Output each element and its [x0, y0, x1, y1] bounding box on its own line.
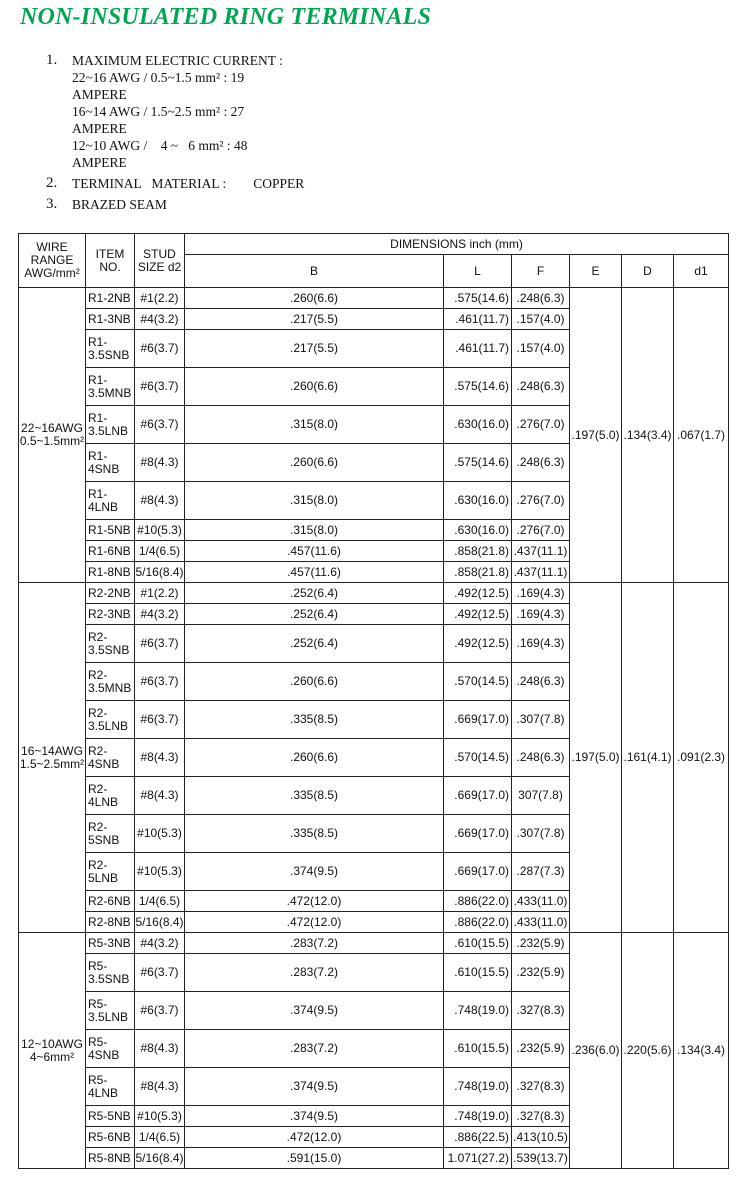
l-value-cell: .575(14.6): [444, 368, 512, 406]
l-value-cell: .461(11.7): [444, 309, 512, 330]
item-no-cell: R1-3.5SNB: [86, 330, 135, 368]
f-value-cell: .157(4.0): [512, 309, 570, 330]
f-value-cell: .327(8.3): [512, 1106, 570, 1127]
wire-range-line: 22~16AWG: [21, 421, 83, 435]
b-value-cell: .315(8.0): [185, 406, 444, 444]
wire-range-line: 4~6mm²: [29, 1049, 75, 1064]
item-no-cell: R2-2NB: [86, 583, 135, 604]
stud-size-cell: #6(3.7): [135, 368, 185, 406]
l-value-cell: .575(14.6): [444, 288, 512, 309]
spec-line: MAXIMUM ELECTRIC CURRENT :: [72, 53, 283, 68]
f-value-cell: .437(11.1): [512, 562, 570, 583]
stud-size-cell: #8(4.3): [135, 1030, 185, 1068]
f-value-cell: .248(6.3): [512, 739, 570, 777]
table-row: [19, 933, 729, 954]
item-no-cell: R5-4SNB: [86, 1030, 135, 1068]
wire-range-line: 0.5~1.5mm²: [19, 434, 85, 448]
spec-line: TERMINAL MATERIAL : COPPER: [72, 176, 305, 191]
spec-line: AMPERE: [72, 155, 127, 170]
f-value-cell: .169(4.3): [512, 583, 570, 604]
f-value-cell: .327(8.3): [512, 1068, 570, 1106]
header-dimensions: DIMENSIONS inch (mm): [185, 234, 729, 255]
item-no-cell: R1-3NB: [86, 309, 135, 330]
f-value-cell: .248(6.3): [512, 288, 570, 309]
l-value-cell: .748(19.0): [444, 1068, 512, 1106]
item-no-cell: R2-3NB: [86, 604, 135, 625]
specs-list: [44, 52, 304, 213]
b-value-cell: .260(6.6): [185, 663, 444, 701]
b-value-cell: .374(9.5): [185, 1068, 444, 1106]
f-value-cell: .169(4.3): [512, 604, 570, 625]
item-no-cell: R5-6NB: [86, 1127, 135, 1148]
d1-value-cell: .134(3.4): [674, 933, 729, 1169]
f-value-cell: .248(6.3): [512, 663, 570, 701]
item-no-cell: R5-3.5SNB: [86, 954, 135, 992]
item-no-cell: R1-4LNB: [86, 482, 135, 520]
l-value-cell: .630(16.0): [444, 482, 512, 520]
spec-number: 2.: [46, 175, 58, 191]
spec-item: [44, 52, 304, 171]
l-value-cell: .630(16.0): [444, 406, 512, 444]
wire-range-line: 1.5~2.5mm²: [19, 756, 85, 771]
header-d1: d1: [674, 255, 729, 288]
table-body: [19, 288, 729, 1169]
table-row: [19, 288, 729, 309]
b-value-cell: .217(5.5): [185, 330, 444, 368]
b-value-cell: .591(15.0): [185, 1148, 444, 1169]
header-b: B: [185, 255, 444, 288]
item-no-cell: R5-8NB: [86, 1148, 135, 1169]
d-value-cell: .220(5.6): [622, 933, 674, 1169]
l-value-cell: .669(17.0): [444, 815, 512, 853]
e-value-cell: .236(6.0): [570, 933, 622, 1169]
stud-size-cell: #6(3.7): [135, 701, 185, 739]
stud-size-cell: #1(2.2): [135, 583, 185, 604]
l-value-cell: .610(15.5): [444, 1030, 512, 1068]
l-value-cell: 1.071(27.2): [444, 1148, 512, 1169]
stud-size-cell: 1/4(6.5): [135, 891, 185, 912]
stud-size-cell: #4(3.2): [135, 604, 185, 625]
f-value-cell: 307(7.8): [512, 777, 570, 815]
item-no-cell: R2-3.5SNB: [86, 625, 135, 663]
spec-number: 1.: [46, 52, 58, 68]
header-wire-range: WIRE RANGE AWG/mm²: [19, 234, 86, 288]
l-value-cell: .610(15.5): [444, 954, 512, 992]
b-value-cell: .472(12.0): [185, 891, 444, 912]
e-value-cell: .197(5.0): [570, 583, 622, 933]
l-value-cell: .886(22.0): [444, 891, 512, 912]
l-value-cell: .461(11.7): [444, 330, 512, 368]
b-value-cell: .260(6.6): [185, 288, 444, 309]
f-value-cell: .327(8.3): [512, 992, 570, 1030]
f-value-cell: .232(5.9): [512, 954, 570, 992]
item-no-cell: R2-3.5LNB: [86, 701, 135, 739]
l-value-cell: .492(12.5): [444, 604, 512, 625]
stud-size-cell: 1/4(6.5): [135, 541, 185, 562]
stud-size-cell: 5/16(8.4): [135, 1148, 185, 1169]
f-value-cell: .539(13.7): [512, 1148, 570, 1169]
wire-range-line: 16~14AWG: [21, 743, 83, 758]
d1-value-cell: .067(1.7): [674, 288, 729, 583]
stud-size-cell: #8(4.3): [135, 444, 185, 482]
b-value-cell: .315(8.0): [185, 482, 444, 520]
spec-line: 12~10 AWG / 4 ~ 6 mm² : 48: [72, 138, 248, 153]
f-value-cell: .307(7.8): [512, 701, 570, 739]
header-item-no: ITEM NO.: [86, 234, 135, 288]
e-value-cell: .197(5.0): [570, 288, 622, 583]
spec-item: [44, 175, 304, 192]
f-value-cell: .276(7.0): [512, 482, 570, 520]
b-value-cell: .472(12.0): [185, 912, 444, 933]
stud-size-cell: #4(3.2): [135, 933, 185, 954]
item-no-cell: R2-6NB: [86, 891, 135, 912]
l-value-cell: .575(14.6): [444, 444, 512, 482]
header-d: D: [622, 255, 674, 288]
b-value-cell: .374(9.5): [185, 992, 444, 1030]
stud-size-cell: 5/16(8.4): [135, 562, 185, 583]
b-value-cell: .374(9.5): [185, 853, 444, 891]
item-no-cell: R1-8NB: [86, 562, 135, 583]
stud-size-cell: #10(5.3): [135, 520, 185, 541]
b-value-cell: .252(6.4): [185, 625, 444, 663]
stud-size-cell: 1/4(6.5): [135, 1127, 185, 1148]
l-value-cell: .570(14.5): [444, 663, 512, 701]
spec-number: 3.: [46, 196, 58, 212]
stud-size-cell: #10(5.3): [135, 815, 185, 853]
table-row: [19, 583, 729, 604]
item-no-cell: R1-5NB: [86, 520, 135, 541]
b-value-cell: .335(8.5): [185, 701, 444, 739]
stud-size-cell: 5/16(8.4): [135, 912, 185, 933]
wire-range-line: 12~10AWG: [21, 1036, 83, 1051]
b-value-cell: .252(6.4): [185, 583, 444, 604]
l-value-cell: .669(17.0): [444, 701, 512, 739]
item-no-cell: R5-3.5LNB: [86, 992, 135, 1030]
l-value-cell: .748(19.0): [444, 1106, 512, 1127]
l-value-cell: .858(21.8): [444, 541, 512, 562]
d-value-cell: .134(3.4): [622, 288, 674, 583]
d-value-cell: .161(4.1): [622, 583, 674, 933]
f-value-cell: .169(4.3): [512, 625, 570, 663]
item-no-cell: R5-3NB: [86, 933, 135, 954]
l-value-cell: .886(22.5): [444, 1127, 512, 1148]
spec-line: 16~14 AWG / 1.5~2.5 mm² : 27: [72, 104, 245, 119]
l-value-cell: .858(21.8): [444, 562, 512, 583]
d1-value-cell: .091(2.3): [674, 583, 729, 933]
f-value-cell: .437(11.1): [512, 541, 570, 562]
b-value-cell: .283(7.2): [185, 954, 444, 992]
b-value-cell: .457(11.6): [185, 541, 444, 562]
f-value-cell: .232(5.9): [512, 1030, 570, 1068]
b-value-cell: .457(11.6): [185, 562, 444, 583]
stud-size-cell: #6(3.7): [135, 330, 185, 368]
item-no-cell: R2-3.5MNB: [86, 663, 135, 701]
wire-range-cell: [19, 288, 86, 583]
f-value-cell: .248(6.3): [512, 444, 570, 482]
spec-line: 22~16 AWG / 0.5~1.5 mm² : 19: [72, 70, 245, 85]
item-no-cell: R1-3.5LNB: [86, 406, 135, 444]
f-value-cell: .248(6.3): [512, 368, 570, 406]
l-value-cell: .669(17.0): [444, 853, 512, 891]
l-value-cell: .748(19.0): [444, 992, 512, 1030]
f-value-cell: .433(11.0): [512, 912, 570, 933]
stud-size-cell: #8(4.3): [135, 777, 185, 815]
wire-range-cell: [19, 933, 86, 1169]
l-value-cell: .669(17.0): [444, 777, 512, 815]
item-no-cell: R2-4LNB: [86, 777, 135, 815]
b-value-cell: .260(6.6): [185, 444, 444, 482]
spec-line: AMPERE: [72, 121, 127, 136]
header-stud-size: STUD SIZE d2: [135, 234, 185, 288]
l-value-cell: .886(22.0): [444, 912, 512, 933]
b-value-cell: .472(12.0): [185, 1127, 444, 1148]
b-value-cell: .335(8.5): [185, 815, 444, 853]
b-value-cell: .315(8.0): [185, 520, 444, 541]
item-no-cell: R5-4LNB: [86, 1068, 135, 1106]
header-f: F: [512, 255, 570, 288]
stud-size-cell: #10(5.3): [135, 853, 185, 891]
f-value-cell: .413(10.5): [512, 1127, 570, 1148]
l-value-cell: .630(16.0): [444, 520, 512, 541]
f-value-cell: .157(4.0): [512, 330, 570, 368]
item-no-cell: R1-6NB: [86, 541, 135, 562]
l-value-cell: .610(15.5): [444, 933, 512, 954]
item-no-cell: R1-2NB: [86, 288, 135, 309]
stud-size-cell: #6(3.7): [135, 663, 185, 701]
item-no-cell: R2-8NB: [86, 912, 135, 933]
item-no-cell: R1-4SNB: [86, 444, 135, 482]
item-no-cell: R1-3.5MNB: [86, 368, 135, 406]
item-no-cell: R5-5NB: [86, 1106, 135, 1127]
wire-range-cell: [19, 583, 86, 933]
stud-size-cell: #4(3.2): [135, 309, 185, 330]
b-value-cell: .260(6.6): [185, 739, 444, 777]
l-value-cell: .570(14.5): [444, 739, 512, 777]
header-l: L: [444, 255, 512, 288]
stud-size-cell: #6(3.7): [135, 625, 185, 663]
stud-size-cell: #6(3.7): [135, 954, 185, 992]
item-no-cell: R2-5LNB: [86, 853, 135, 891]
l-value-cell: .492(12.5): [444, 625, 512, 663]
f-value-cell: .276(7.0): [512, 520, 570, 541]
stud-size-cell: #6(3.7): [135, 992, 185, 1030]
f-value-cell: .287(7.3): [512, 853, 570, 891]
stud-size-cell: #1(2.2): [135, 288, 185, 309]
b-value-cell: .283(7.2): [185, 933, 444, 954]
b-value-cell: .252(6.4): [185, 604, 444, 625]
item-no-cell: R2-5SNB: [86, 815, 135, 853]
stud-size-cell: #6(3.7): [135, 406, 185, 444]
stud-size-cell: #8(4.3): [135, 482, 185, 520]
page-title: NON-INSULATED RING TERMINALS: [20, 4, 431, 30]
spec-line: AMPERE: [72, 87, 127, 102]
l-value-cell: .492(12.5): [444, 583, 512, 604]
header-e: E: [570, 255, 622, 288]
stud-size-cell: #8(4.3): [135, 739, 185, 777]
stud-size-cell: #10(5.3): [135, 1106, 185, 1127]
f-value-cell: .307(7.8): [512, 815, 570, 853]
b-value-cell: .217(5.5): [185, 309, 444, 330]
b-value-cell: .335(8.5): [185, 777, 444, 815]
item-no-cell: R2-4SNB: [86, 739, 135, 777]
spec-item: [44, 196, 304, 213]
b-value-cell: .283(7.2): [185, 1030, 444, 1068]
stud-size-cell: #8(4.3): [135, 1068, 185, 1106]
f-value-cell: .433(11.0): [512, 891, 570, 912]
dimensions-table: [18, 233, 729, 1169]
b-value-cell: .260(6.6): [185, 368, 444, 406]
f-value-cell: .276(7.0): [512, 406, 570, 444]
b-value-cell: .374(9.5): [185, 1106, 444, 1127]
f-value-cell: .232(5.9): [512, 933, 570, 954]
spec-line: BRAZED SEAM: [72, 197, 167, 212]
